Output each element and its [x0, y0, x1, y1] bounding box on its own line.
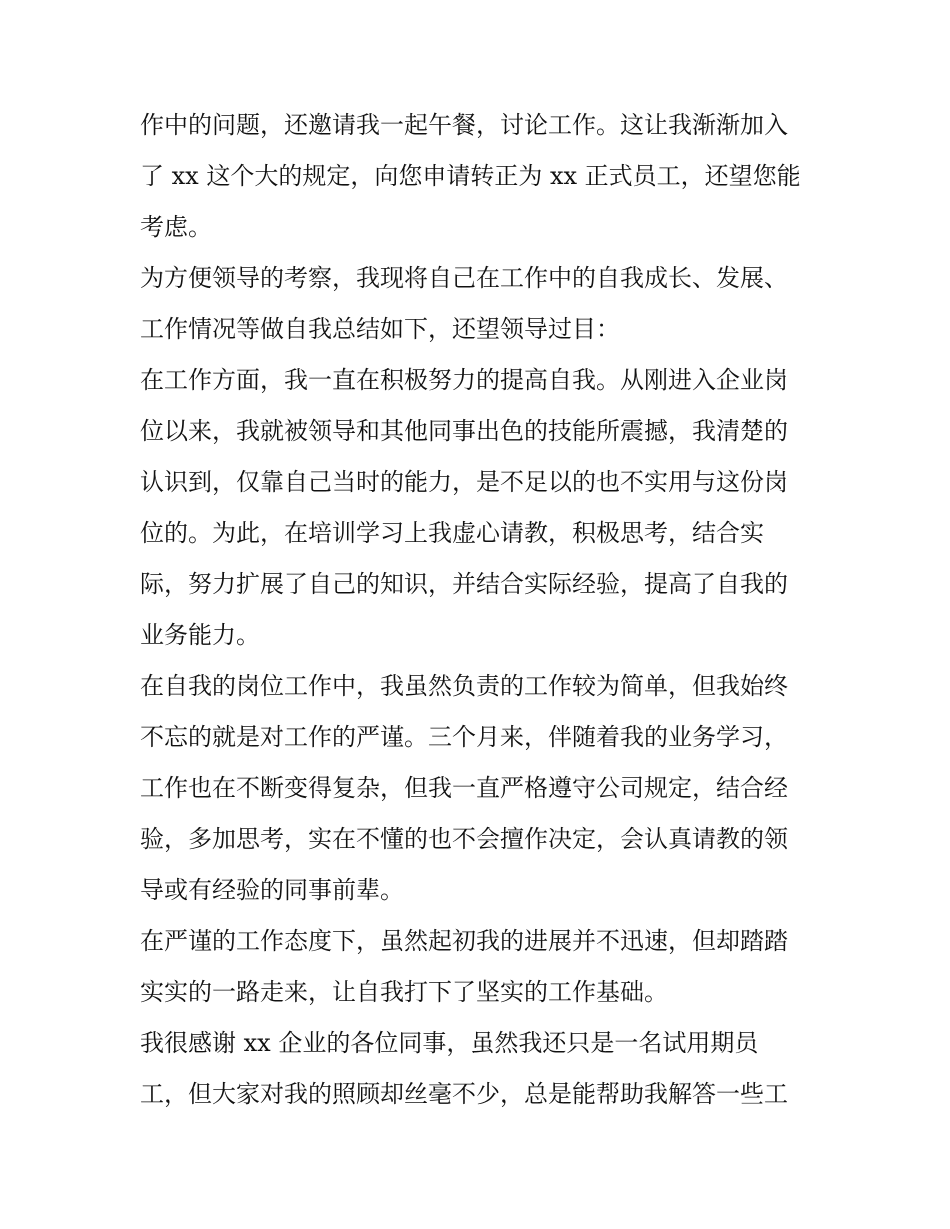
- text-line: 认识到，仅靠自己当时的能力，是不足以的也不实用与这份岗: [140, 468, 788, 496]
- text-line: 不忘的就是对工作的严谨。三个月来，伴随着我的业务学习，: [140, 723, 788, 751]
- text-line: 工，但大家对我的照顾却丝毫不少，总是能帮助我解答一些工: [140, 1080, 788, 1108]
- text-line: 在自我的岗位工作中，我虽然负责的工作较为简单，但我始终: [140, 672, 788, 700]
- text-line: 在严谨的工作态度下，虽然起初我的进展并不迅速，但却踏踏: [140, 927, 788, 955]
- text-line: 工作也在不断变得复杂，但我一直严格遵守公司规定，结合经: [140, 774, 788, 802]
- text-line: 我很感谢 xx 企业的各位同事，虽然我还只是一名试用期员: [140, 1029, 759, 1057]
- text-line: 际，努力扩展了自己的知识，并结合实际经验，提高了自我的: [140, 570, 788, 598]
- text-line: 考虑。: [140, 213, 212, 241]
- text-line: 工作情况等做自我总结如下，还望领导过目：: [140, 315, 620, 343]
- text-line: 位以来，我就被领导和其他同事出色的技能所震撼，我清楚的: [140, 417, 788, 445]
- text-line: 业务能力。: [140, 621, 260, 649]
- text-line: 为方便领导的考察，我现将自己在工作中的自我成长、发展、: [140, 264, 788, 292]
- text-line: 了 xx 这个大的规定，向您申请转正为 xx 正式员工，还望您能: [140, 162, 801, 190]
- text-line: 导或有经验的同事前辈。: [140, 876, 404, 904]
- text-line: 位的。为此，在培训学习上我虚心请教，积极思考，结合实: [140, 519, 764, 547]
- text-line: 验，多加思考，实在不懂的也不会擅作决定，会认真请教的领: [140, 825, 788, 853]
- text-line: 在工作方面，我一直在积极努力的提高自我。从刚进入企业岗: [140, 366, 788, 394]
- body-text: [140, 100, 820, 1120]
- text-line: 实实的一路走来，让自我打下了坚实的工作基础。: [140, 978, 668, 1006]
- text-line: 作中的问题，还邀请我一起午餐，讨论工作。这让我渐渐加入: [140, 111, 788, 139]
